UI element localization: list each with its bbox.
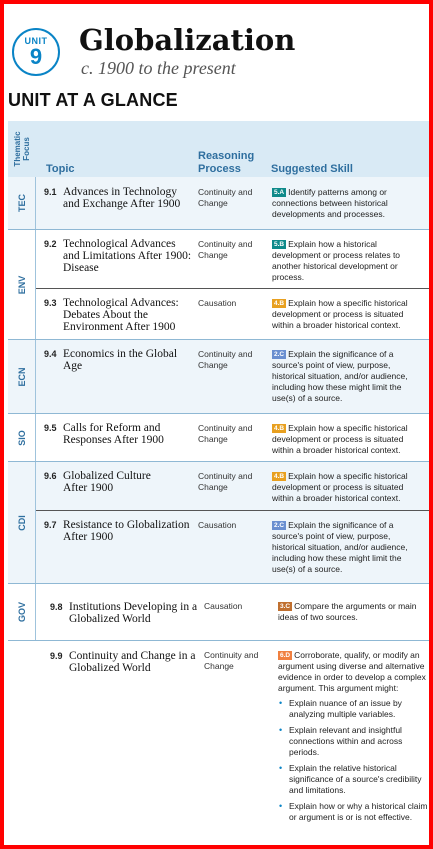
skill-text: Explain how a specific historical development or process is situated within a broader historical context. [272, 423, 408, 455]
list-item: • Explain relevant and insightful connections within and across periods. [278, 725, 430, 758]
reasoning-process: Continuity and Change [198, 471, 253, 492]
topic-number: 9.3 [44, 298, 57, 308]
table-row [36, 584, 429, 640]
skill-code-badge: 4.B [274, 425, 285, 432]
skill-code-badge: 4.B [274, 300, 285, 307]
page-subtitle: c. 1900 to the present [81, 58, 236, 78]
theme-group [8, 177, 429, 229]
header-thematic-focus: Thematic Focus [13, 131, 31, 167]
unit-badge [12, 28, 60, 76]
topic-title: Technological Advances and Limitations After 1900: Disease [63, 238, 192, 274]
theme-label: GOV [8, 584, 36, 640]
page-title: Globalization [79, 23, 296, 57]
skill-text: Explain how a specific historical development or process is situated within a broader historical context. [272, 298, 408, 330]
topic-title: Continuity and Change in a Globalized World [69, 650, 196, 674]
table-row [36, 462, 429, 510]
skill-bullet-list [278, 698, 430, 823]
reasoning-process: Causation [198, 298, 237, 308]
reasoning-process: Continuity and Change [198, 349, 253, 370]
topic-title: Economics in the Global Age [63, 348, 178, 372]
suggested-skill [272, 298, 424, 331]
list-item: • Explain nuance of an issue by analyzing multiple variables. [278, 698, 430, 720]
unit-number: 9 [29, 44, 43, 69]
table-row [36, 177, 429, 229]
suggested-skill [272, 423, 424, 456]
suggested-skill [272, 187, 424, 220]
table-row [36, 510, 429, 584]
topic-number: 9.2 [44, 239, 57, 249]
header-topic: Topic [46, 163, 75, 175]
suggested-skill [272, 349, 424, 404]
skill-text: Explain how a historical development or process relates to another historical development or process. [272, 239, 401, 282]
section-heading: UNIT AT A GLANCE [8, 90, 178, 110]
suggested-skill [278, 601, 430, 623]
table-row [36, 230, 429, 288]
skill-code-badge: 3.C [280, 603, 291, 610]
table-header [8, 121, 429, 177]
reasoning-process: Continuity and Change [198, 423, 253, 444]
table-row [36, 288, 429, 340]
table-row [36, 414, 429, 462]
skill-code-badge: 2.C [274, 351, 285, 358]
skill-text: Explain how a specific historical development or process is situated within a broader historical context. [272, 471, 408, 503]
list-item: • Explain how or why a historical claim or argument is or is not effective. [278, 801, 430, 823]
topic-number: 9.7 [44, 520, 57, 530]
topic-number: 9.9 [50, 651, 63, 661]
skill-code-badge: 6.D [280, 652, 291, 659]
page [4, 4, 429, 845]
topic-title: Resistance to Globalization After 1900 [63, 519, 190, 543]
topic-title: Advances in Technology and Exchange After 1900 [63, 186, 181, 210]
skill-text: Compare the arguments or main ideas of two sources. [278, 601, 417, 622]
theme-group [8, 339, 429, 413]
skill-text: Explain the significance of a source's point of view, purpose, historical situation, and/or audience, including how these might limit the use(s) of a source. [272, 520, 408, 574]
suggested-skill [272, 471, 424, 504]
theme-group [8, 583, 429, 849]
unit-table [8, 121, 429, 849]
unit-label: UNIT [24, 36, 48, 46]
skill-code-badge: 4.B [274, 473, 285, 480]
suggested-skill [272, 520, 424, 575]
reasoning-process: Causation [204, 601, 243, 611]
skill-text: Explain the significance of a source's point of view, purpose, historical situation, and/or audience, including how these might limit the use(s) of a source. [272, 349, 408, 403]
suggested-skill [272, 239, 424, 283]
table-row [36, 340, 429, 414]
theme-label: TEC [8, 177, 36, 229]
topic-title: Calls for Reform and Responses After 1900 [63, 422, 164, 446]
reasoning-process: Causation [198, 520, 237, 530]
reasoning-process: Continuity and Change [198, 239, 253, 260]
theme-group [8, 461, 429, 583]
theme-label: ENV [8, 230, 36, 339]
header-reasoning-process: Reasoning Process [198, 150, 255, 175]
skill-code-badge: 5.B [274, 241, 285, 248]
topic-title: Institutions Developing in a Globalized World [69, 601, 198, 625]
list-item: • Explain the relative historical significance of a source's credibility and limitations. [278, 763, 430, 796]
theme-group [8, 229, 429, 339]
table-row [8, 640, 429, 849]
suggested-skill [278, 650, 430, 828]
theme-group [8, 413, 429, 461]
header-suggested-skill: Suggested Skill [271, 163, 353, 175]
skill-code-badge: 5.A [274, 189, 285, 196]
skill-code-badge: 2.C [274, 522, 285, 529]
theme-label: CDI [8, 462, 36, 583]
skill-text: Corroborate, qualify, or modify an argument using diverse and alternative evidence in order to develop a complex argument. This argument might: [278, 650, 426, 693]
topic-number: 9.6 [44, 471, 57, 481]
reasoning-process: Continuity and Change [204, 650, 259, 671]
theme-label: ECN [8, 340, 36, 413]
topic-title: Globalized Culture After 1900 [63, 470, 151, 494]
topic-number: 9.1 [44, 187, 57, 197]
topic-number: 9.8 [50, 602, 63, 612]
skill-text: Identify patterns among or connections between historical developments and processes. [272, 187, 388, 219]
topic-number: 9.4 [44, 349, 57, 359]
topic-title: Technological Advances: Debates About the Environment After 1900 [63, 297, 179, 333]
reasoning-process: Continuity and Change [198, 187, 253, 208]
theme-label: SIO [8, 414, 36, 461]
topic-number: 9.5 [44, 423, 57, 433]
